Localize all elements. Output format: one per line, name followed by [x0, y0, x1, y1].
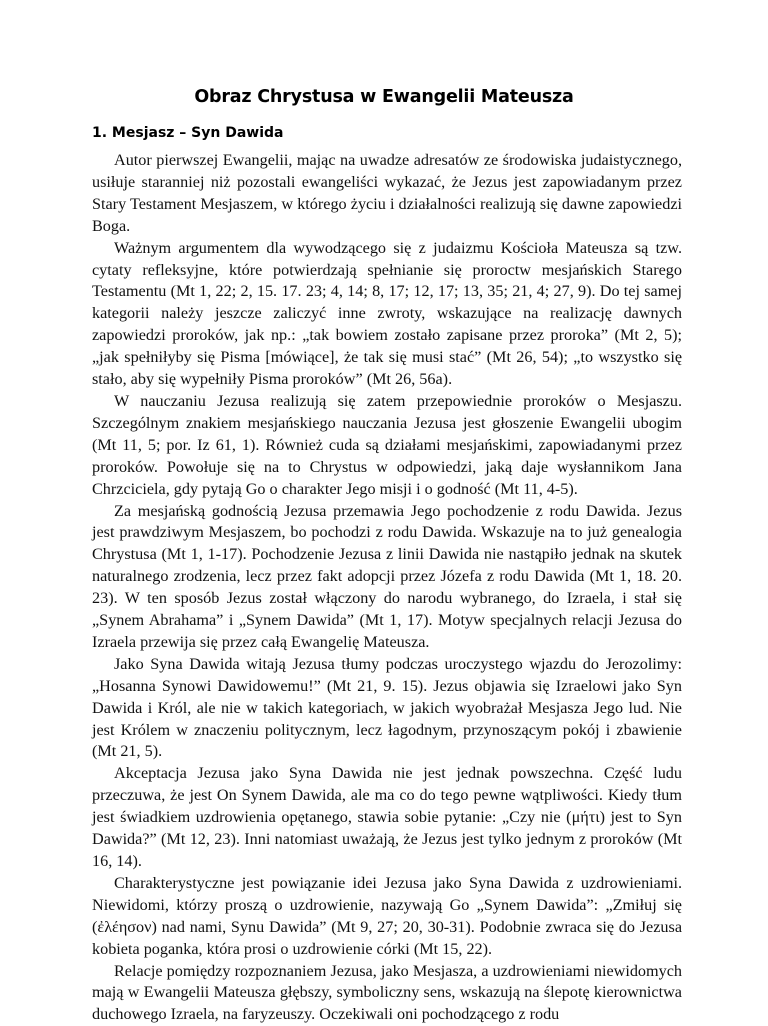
paragraph: Akceptacja Jezusa jako Syna Dawida nie jest jednak powszechna. Część ludu przeczuwa, że jest On Synem Dawida, ale ma co do tego pewne wątpliwości. Kiedy tłum jest świadkiem uzdrowienia opętanego, stawia sobie pytanie: „Czy nie (μήτι) jest to Syn Dawida?” (Mt 12, 23). Inni natomiast uważają, że Jezus jest tylko jednym z proroków (Mt 16, 14). — [92, 764, 682, 870]
paragraph: Charakterystyczne jest powiązanie idei Jezusa jako Syna Dawida z uzdrowieniami. Niewidomi, którzy proszą o uzdrowienie, nazywają Go „Synem Dawida”: „Zmiłuj się (ἐλέησον) nad nami, Synu Dawida” (Mt 9, 27; 20, 30-31). Podobnie zwraca się do Jezusa kobieta poganka, która prosi o uzdrowienie córki (Mt 15, 22). — [92, 873, 682, 958]
paragraph: W nauczaniu Jezusa realizują się zatem przepowiednie proroków o Mesjaszu. Szczególnym znakiem mesjańskiego nauczania Jezusa jest głoszenie Ewangelii ubogim (Mt 11, 5; por. Iz 61, 1). Również cuda są działami mesjańskimi, zapowiadanymi przez proroków. Powołuje się na to Chrystus w odpowiedzi, jaką daje wysłannikom Jana Chrzciciela, gdy pytają Go o charakter Jego misji i o godność (Mt 11, 4-5). — [92, 391, 682, 498]
paragraph: Ważnym argumentem dla wywodzącego się z judaizmu Kościoła Mateusza są tzw. cytaty refleksyjne, które potwierdzają spełnianie się proroctw mesjańskich Starego Testamentu (Mt 1, 22; 2, 15. 17. 23; 4, 14; 8, 17; 12, 17; 13, 35; 21, 4; 27, 9). Do tej samej kategorii należy jeszcze zaliczyć inne zwroty, wskazujące na realizację dawnych zapowiedzi proroków, jak np.: „tak bowiem zostało zapisane przez proroka” (Mt 2, 5); „jak spełniłyby się Pisma [mówiące], że tak się musi stać” (Mt 26, 54); „to wszystko się stało, aby się wypełniły Pisma proroków” (Mt 26, 56a). — [92, 238, 682, 389]
paragraph: Jako Syna Dawida witają Jezusa tłumy podczas uroczystego wjazdu do Jerozolimy: „Hosanna Synowi Dawidowemu!” (Mt 21, 9. 15). Jezus objawia się Izraelowi jako Syn Dawida i Król, ale nie w takich kategoriach, w jakich wyobrażał Mesjasza Jego lud. Nie jest Królem w znaczeniu politycznym, lecz łagodnym, przynoszącym pokój i zbawienie (Mt 21, 5). — [92, 654, 682, 761]
document-title: Obraz Chrystusa w Ewangelii Mateusza — [194, 87, 574, 107]
paragraph: Autor pierwszej Ewangelii, mając na uwadze adresatów ze środowiska judaistycznego, usiłuje staranniej niż pozostali ewangeliści wykazać, że Jezus jest zapowiadanym przez Stary Testament Mesjaszem, w którego życiu i działalności realizują się dawne zapowiedzi Boga. — [92, 151, 682, 235]
document-body — [92, 150, 682, 1026]
paragraph: Relacje pomiędzy rozpoznaniem Jezusa, jako Mesjasza, a uzdrowieniami niewidomych mają w Ewangelii Mateusza głębszy, symboliczny sens, wskazują na ślepotę kierownictwa duchowego Izraela, na faryzeuszy. Oczekiwali oni pochodzącego z rodu — [92, 961, 682, 1024]
paragraph: Za mesjańską godnością Jezusa przemawia Jego pochodzenie z rodu Dawida. Jezus jest prawdziwym Mesjaszem, bo pochodzi z rodu Dawida. Wskazuje na to już genealogia Chrystusa (Mt 1, 1-17). Pochodzenie Jezusa z linii Dawida nie nastąpiło jednak na skutek naturalnego zrodzenia, lecz przez fakt adopcji przez Józefa z rodu Dawida (Mt 1, 18. 20. 23). W ten sposób Jezus został włączony do narodu wybranego, do Izraela, i stał się „Synem Abrahama” i „Synem Dawida” (Mt 1, 17). Motyw specjalnych relacji Jezusa do Izraela przewija się przez całą Ewangelię Mateusza. — [92, 501, 682, 651]
section-heading: 1. Mesjasz – Syn Dawida — [92, 125, 284, 141]
